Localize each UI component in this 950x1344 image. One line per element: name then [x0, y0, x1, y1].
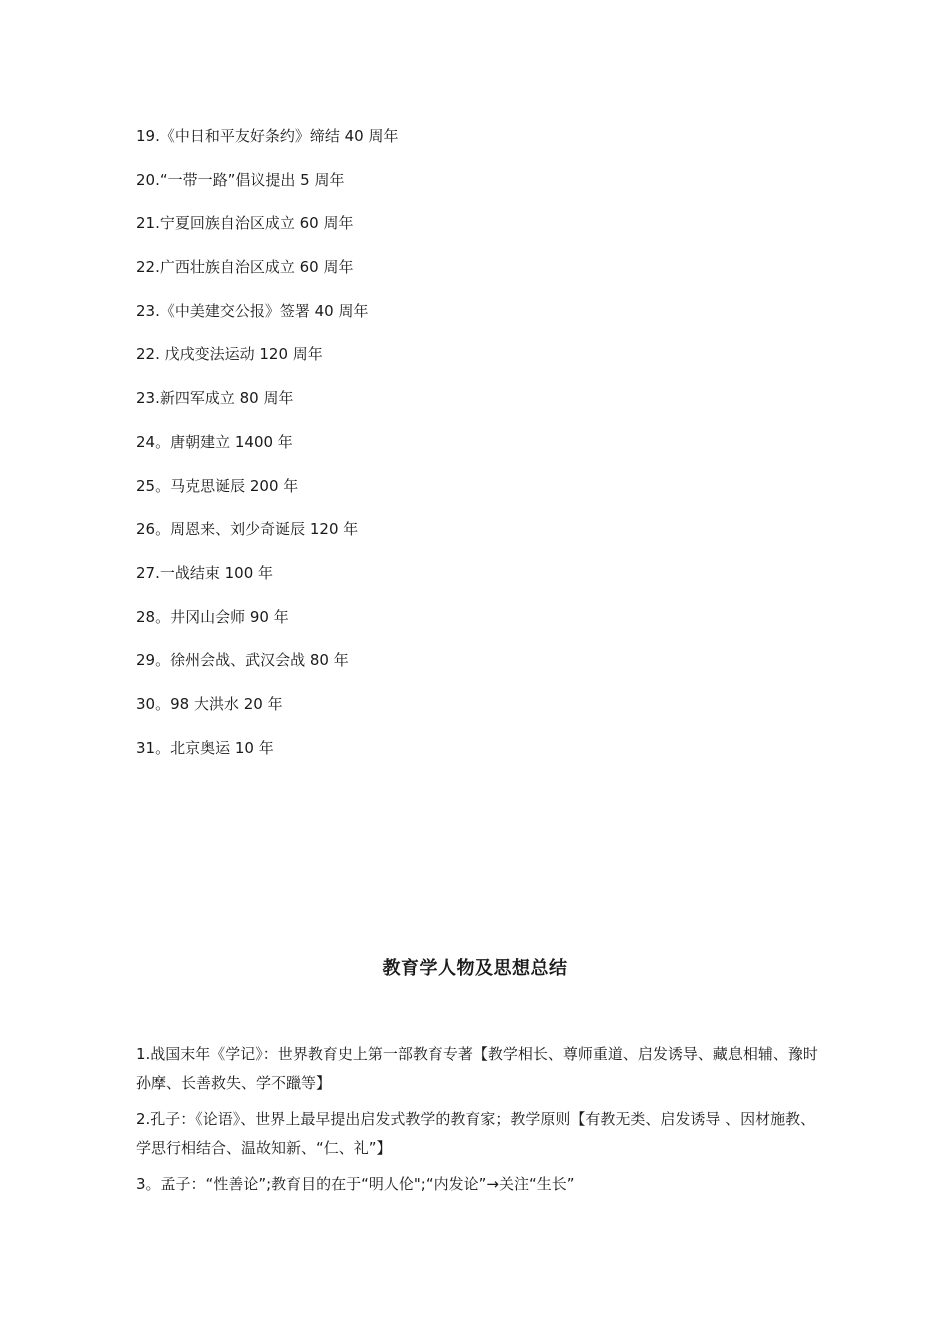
- paragraph-mencius: 3。孟子：“性善论”;教育目的在于“明人伦";“内发论”→关注“生长”: [136, 1175, 575, 1193]
- list-item: 29。徐州会战、武汉会战 80 年: [136, 651, 349, 670]
- list-item: 28。井冈山会师 90 年: [136, 607, 289, 626]
- list-item: 31。北京奥运 10 年: [136, 738, 274, 757]
- list-item: 23.新四军成立 80 周年: [136, 389, 294, 408]
- education-figures-section: [136, 1040, 826, 1206]
- paragraph-xueji: 1.战国末年《学记》：世界教育史上第一部教育专著【教学相长、尊师重道、启发诱导、藏息相辅、豫时孙摩、长善救失、学不躐等】: [136, 1045, 818, 1092]
- list-item: 25。马克思诞辰 200 年: [136, 476, 299, 495]
- list-item: 21.宁夏回族自治区成立 60 周年: [136, 214, 354, 233]
- list-item: 30。98 大洪水 20 年: [136, 694, 283, 713]
- list-item: 24。唐朝建立 1400 年: [136, 432, 293, 451]
- list-item: 20.“一带一路”倡议提出 5 周年: [136, 170, 345, 189]
- paragraph-confucius: 2.孔子：《论语》、世界上最早提出启发式教学的教育家；教学原则【有教无类、启发诱导 、因材施教、学思行相结合、温故知新、“仁、礼”】: [136, 1110, 816, 1157]
- section-title: 教育学人物及思想总结: [382, 958, 568, 979]
- list-item: 26。周恩来、刘少奇诞辰 120 年: [136, 520, 359, 539]
- anniversary-list: [136, 124, 836, 779]
- list-item: 19.《中日和平友好条约》缔结 40 周年: [136, 127, 399, 145]
- list-item: 23.《中美建交公报》签署 40 周年: [136, 301, 369, 320]
- list-item: 27.一战结束 100 年: [136, 563, 274, 582]
- list-item: 22.广西壮族自治区成立 60 周年: [136, 258, 354, 277]
- list-item: 22. 戊戌变法运动 120 周年: [136, 345, 323, 364]
